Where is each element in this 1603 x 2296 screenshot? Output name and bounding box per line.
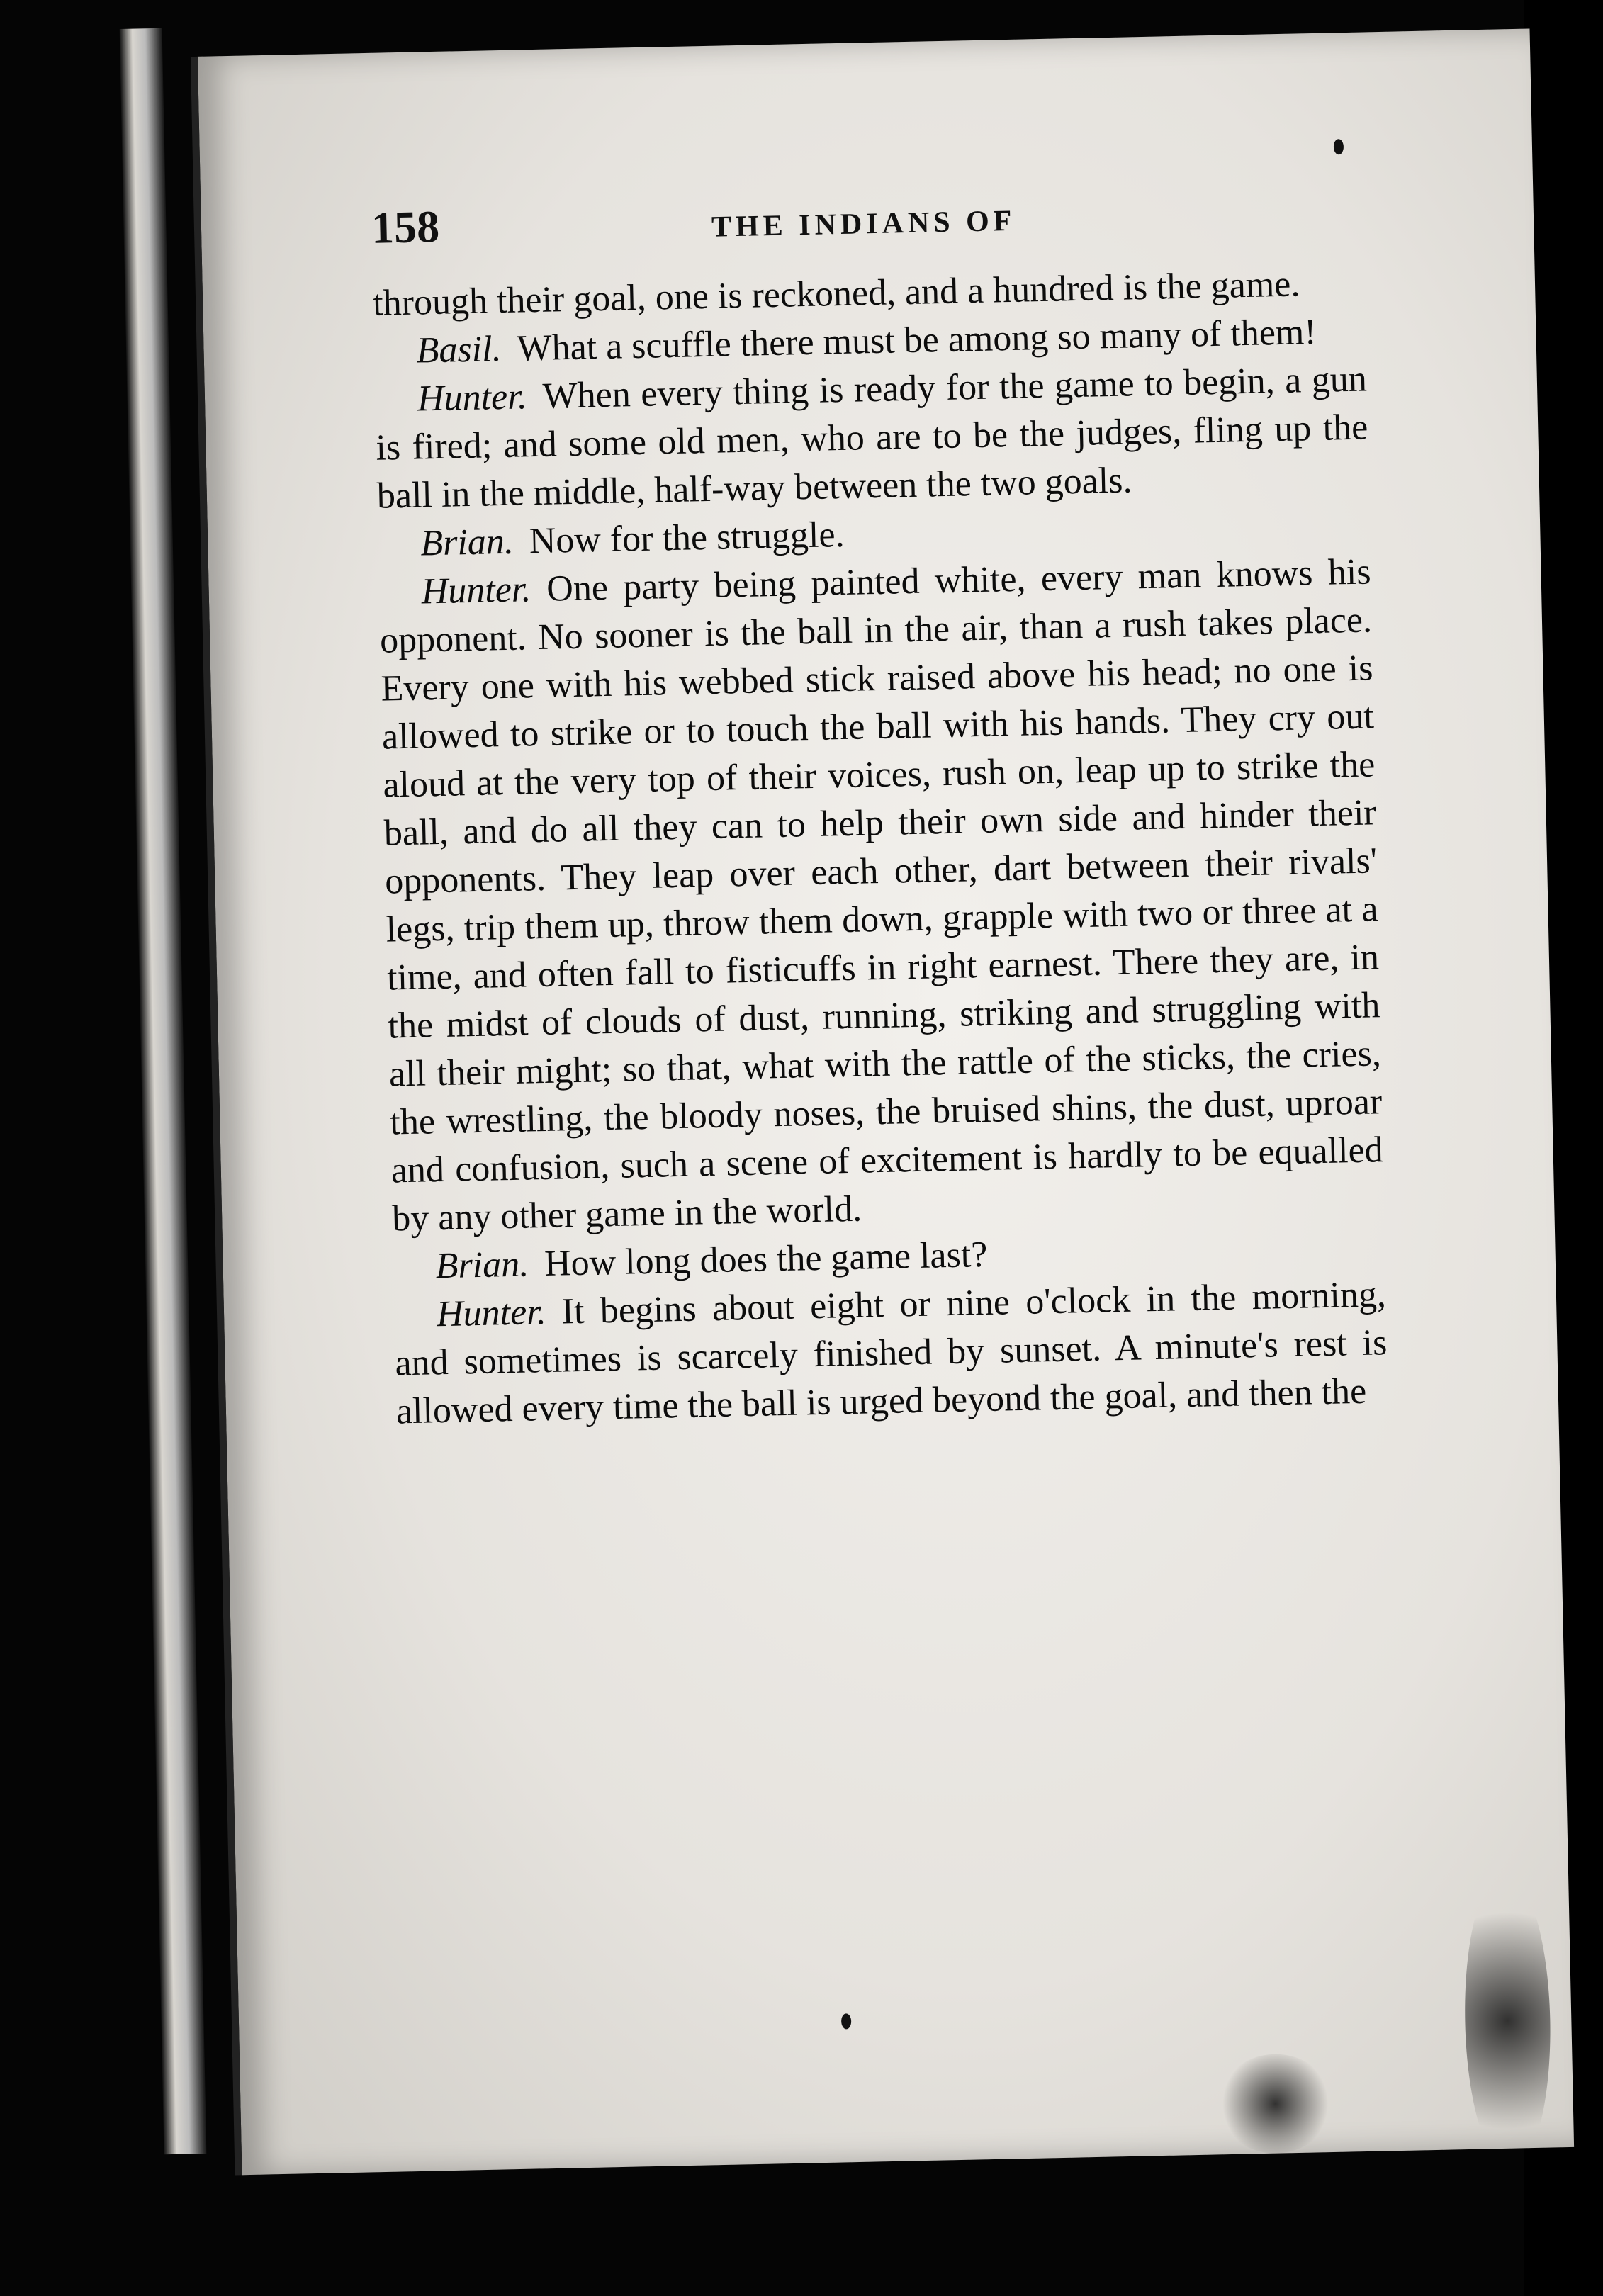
paragraph [374, 355, 1369, 520]
page-number: 158 [371, 201, 440, 253]
stain-smudge [1462, 1872, 1553, 2171]
page-header [371, 179, 1435, 265]
paragraph-text: What a scuffle there must be among so many of them! [516, 311, 1317, 369]
speaker-name: Hunter. [436, 1292, 547, 1335]
ink-spot [841, 2013, 851, 2029]
paragraph-text: How long does the game last? [544, 1234, 988, 1285]
speaker-name: Brian. [420, 521, 514, 564]
paragraph-text: It begins about eight or nine o'clock in the morning, and sometimes is scarcely finished by sunset. A minute's rest is allowed every time the ball is urged beyond the goal, and then the [394, 1274, 1388, 1432]
paragraph-text: through their goal, one is reckoned, and a hundred is the game. [372, 264, 1300, 324]
paragraph-text: When every thing is ready for the game to begin, a gun is fired; and some old men, who are to be the judges, fling up the ball in the middle, half-way between the two goals. [375, 359, 1368, 517]
ink-spot [1334, 139, 1344, 154]
speaker-name: Hunter. [421, 569, 531, 612]
running-head: THE INDIANS OF [711, 204, 1016, 244]
speaker-name: Hunter. [417, 376, 528, 420]
speaker-name: Brian. [435, 1244, 529, 1287]
paragraph [378, 548, 1385, 1243]
speaker-name: Basil. [416, 329, 502, 371]
paragraph-text: Now for the struggle. [529, 514, 845, 562]
book-page [191, 29, 1574, 2176]
paragraph [393, 1271, 1388, 1436]
body-text [373, 259, 1389, 1436]
paragraph-text: One party being painted white, every man knows his opponent. No sooner is the ball in the air, than a rush takes place. Every one with his webbed stick raised above his head; no one is allowed to strike or to touch the ball with his hands. They cry out aloud at the very top of their voices, rush on, leap up to strike the ball, and do all they can to help their own side and hinder their opponents. They leap over each other, dart between their rivals' legs, trip them up, throw them down, grapple with two or three at a time, and often fall to fisticuffs in right earnest. There they are, in the midst of clouds of dust, running, striking and struggling with all their might; so that, what with the rattle of the sticks, the cries, the wrestling, the bloody noses, the bruised shins, the dust, uproar and confusion, such a scene of excitement is hardly to be equalled by any other game in the world. [379, 551, 1384, 1239]
stain-smudge [1217, 2053, 1333, 2154]
